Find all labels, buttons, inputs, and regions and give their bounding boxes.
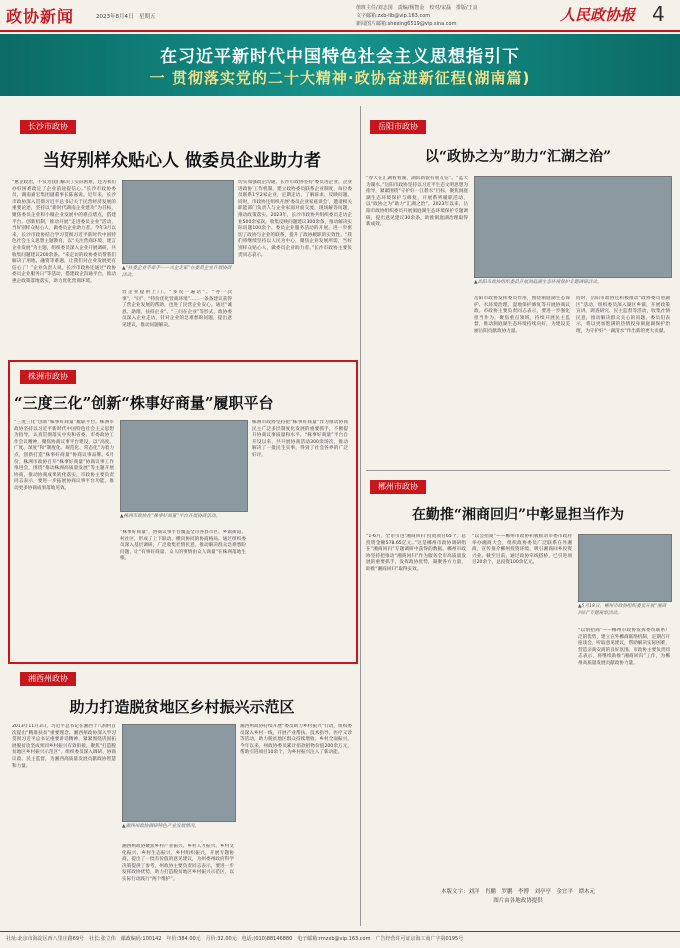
section-tag-yueyang: 岳阳市政协 — [370, 120, 426, 134]
article-body-yueyang-3: 同时，岳阳市政协还积极推动“政协委员进湖区”活动，组织委员深入湖区乡镇，开展政策宣讲、调查研究、民主监督等活动，收集社情民意，推动解决群众关心的问题。委员们表示，将以更加饱满的热情投身洞庭湖保护治理，为守护好“一湖清水”作出新的更大贡献。 — [576, 296, 670, 334]
column-divider — [360, 106, 361, 926]
editor-names: 值班主任/刘志国 责编/杨智金 校对/宋磊 排版/王良 — [356, 5, 478, 11]
article-body-yueyang-2: 岳阳市政协发挥委员作用，围绕洞庭湖生态保护、水环境治理、湿地保护修复等开展协商议政。市政协主要负责同志表示，要进一步强化担当作为，聚焦重点领域，持续开展民主监督，推动洞庭湖生态环境持续向好，为建设美丽岳阳贡献政协力量。 — [474, 296, 570, 334]
article-body-zhuzhou-2: “株事好商量”，协商议事平台覆盖全市各县市区、乡镇街道、村社区，形成了上下联动、横向协同的协商格局。通过组织委员深入基层调研，广泛收集社情民意，推动解决群众急难愁盼问题，让“有事好商量、众人的事情由众人商量”在株洲落地生根。 — [120, 530, 246, 562]
article-photo-zhuzhou — [120, 420, 248, 512]
credits-photos: 图片由各地政协提供 — [493, 898, 543, 904]
article-divider — [366, 470, 670, 471]
article-photo-xiangxi — [122, 724, 236, 822]
photo-email: 新闻图片邮箱:shexing6519@vip.sina.com — [356, 21, 457, 27]
photo-caption-chenzhou: ▲5月18日，郴州市政协组织委员开展“湘商回归”专题视察活动。 — [578, 604, 667, 616]
article-body-chenzhou-3: “以情招商”——郴州市政协发挥委员联系广泛的优势，建立在外郴商联络机制，定期召开座谈会，听取意见建议，帮助解决实际困难，营造亲商安商的良好氛围。市政协主要负责同志表示，将继续助推“湘商回归”工作，为郴州高质量发展贡献政协力量。 — [578, 628, 670, 666]
page-number: 4 — [652, 2, 665, 26]
article-body-zhuzhou-1: “三度三化”创新“株事好商量”履职平台。株洲市政协坚持以习近平新时代中国特色社会主义思想为指导，认真贯彻落实中央和省委、市委政协工作会议精神，聚焦协商议事平台建设，以“高度、广度、深度”和“制度化、规范化、常态化”为着力点，创新打造“株事好商量”协商议事品牌。6月份，株洲市政协召开“株事好商量”协商议事工作推进会，围绕“推动株洲高质量发展”等主题开展协商，推动协商成果转化落实。市政协主要负责同志表示，要进一步拓展协商议事平台功能，推动更多协商成果落地见效。 — [14, 420, 114, 491]
article-body-xiangxi-2: 湘西州政协聚焦乡村产业振兴、乡村人才振兴、乡村文化振兴、乡村生态振兴、乡村组织振兴，开展专题协商，提出了一批有价值的意见建议，为州委州政府科学决策提供了参考。州政协主要负责同志表示，要进一步发挥政协优势，助力打造脱贫地区乡村振兴示范区，以实际行动践行“两个维护”。 — [122, 844, 234, 882]
article-body-zhuzhou-3: 株洲市政协坚持把“株事好商量”作为推动协商民主广泛多层制度化发展的重要抓手，不断提升协商议事质量和水平。“株事好商量”平台自开设以来，共开展协商活动300余场次，推动解决了一批民生实事，得到了社会各界的广泛好评。 — [252, 420, 348, 458]
headline-xiangxi: 助力打造脱贫地区乡村振兴示范区 — [69, 698, 295, 716]
headline-zhuzhou: “三度三化”创新“株事好商量”履职平台 — [14, 394, 274, 412]
article-body-yueyang-1: “春天在汇湖看看湖，湖滨新貌有朋友信”。“蓝天为湖水。”岳阳市政协坚持以习近平生态文明思想为指导，紧紧围绕“守护好一江碧水”目标，聚焦洞庭湖生态环境保护与修复，开展系列履职活动，以“政协之为”助力“汇湖之治”。2023年以来，岳阳市政协组织委员开展洞庭湖生态环境保护专题调研，提出意见建议30余条，助推洞庭湖治理取得新成效。 — [366, 176, 468, 228]
article-body-changsha-2: 营企业提供上门、“多说一遍话”、“办一次事”，“问”、“特价优化营商环境”……一条条建议获得了营企业发展的帮助，也进了民营企业安心。通过“诚意、助理、扶持企业”、“三问在企业”等形式，政协委员深入企业走访，针对企业的急难愁盼问题，提出意见建议，推动问题解决。 — [122, 290, 232, 328]
footer — [0, 931, 680, 948]
photo-caption-xiangxi: ▲湘西州政协调研特色产业发展情况。 — [122, 824, 200, 829]
article-photo-chenzhou — [578, 534, 672, 602]
article-body-chenzhou-1: “1-6月，全市引进‘湘商回归’投资项目65个，总投资金额578.65亿元。”这是郴州市政协调研组在“湘商回归”专题调研中获得的数据。郴州市政协坚持把推动“湘商回归”作为服务全市高质量发展的重要抓手，发挥政协优势，凝聚各方力量，助推“湘商回归”取得实效。 — [366, 534, 466, 572]
credits-writers: 本版文字：刘洋 肖鹏 罗鹏 李博 刘亭亭 金宜平 谭木元 — [440, 889, 595, 895]
article-body-xiangxi-3: 湘西州政协持续开展“委员助力乡村振兴”行动，组织委员深入乡村一线，开展产业帮扶、技术指导、医疗义诊等活动，助力脱贫地区群众持续增收、乡村全面振兴。今年以来，州政协委员累计捐款捐物价值200余万元，帮助引进项目10余个，为乡村振兴注入了新动能。 — [240, 724, 352, 756]
section-title: 政协新闻 — [6, 7, 75, 26]
article-photo-changsha — [122, 180, 234, 264]
footer-info: 社址:北京市海淀区西八里庄路69号 社长:张立伟 邮政编码:100142 年价:384.00元 月价:32.00元 电话:(010)88146880 电子邮箱:rmzxb@vip.163.com 广告经营许可证京海工商广字第0195号 — [6, 936, 464, 942]
photo-caption-zhuzhou: ▲株洲市政协在“株事好商量”平台开展协商活动。 — [120, 514, 221, 519]
article-photo-yueyang — [474, 176, 672, 278]
section-tag-changsha: 长沙市政协 — [20, 120, 76, 134]
banner-subtitle: 一 贯彻落实党的二十大精神·政协奋进新征程(湖南篇) — [149, 69, 531, 87]
photo-caption-changsha: ▲“扶委企业手牵手——兴企走家”在委员企业开展协商活动。 — [122, 266, 232, 278]
editor-info — [356, 4, 536, 28]
article-body-changsha-3: 切实加强政企沟通。长沙市政协坚持‘委员进企业、企业进政协’工作机制，建立政协委员联系企业制度，每位委员联系1至2家企业，定期走访、了解诉求、反映问题。同时，市政协还组织开展‘委员企业家座谈会’，邀请相关职能部门负责人与企业家面对面交流，现场解答问题，推动政策落实。2023年，长沙市政协共组织委员走访企业500余家次，收集反映问题建议300余条，推动解决实际问题100余个。委员企业服务活动的开展，进一步密切了政协与企业的联系，提升了政协履职的实效性。“我们将继续坚持以人民为中心，聚焦企业发展所需，当好别样众贴心人，做委员企业助力者。”长沙市政协主要负责同志表示。 — [238, 180, 352, 258]
theme-banner — [0, 34, 680, 96]
article-body-chenzhou-2: “以会招商”——郴州市政协积极推动市委市政府举办湘商大会，组织政协委员广泛联系在外湘商，宣传推介郴州投资环境，吸引湘商回乡投资兴业。截至目前，通过政协牵线搭桥，已引进项目20余个，总投资100余亿元。 — [472, 534, 572, 566]
article-body-changsha-1: “惠企政治，不仅为我们解决了实际困难，还为我们办好困难政定了企业前途提信心。”长沙市政协委员、湖南嘉宏集团副董事长陈嘉说。近年来，长沙市政协深入贯彻习近平总书记关于民营经济发展的重要论述，坚持以“新时代湖南企业建功”为目标，聚焦委员企业和小微企业发展中的难点堵点，搭建平台、创新机制，推动开展“走进委员企业”活动，当好别样众贴心人、做委员企业助力者。今年3月以来，长沙市政协结合学习贯彻习近平新时代中国特色社会主义思想主题教育，以“关注营商环境、建言企业发展”为主题，组织委员深入企业开展调研，共收集问题建议200余条。“来走访的政协委员帮我们解决了用地、融资等难题，让我们对企业发展更有信心了！”企业负责人说。长沙市政协还通过“政协委员企业服务日”等活动，搭建政企沟通平台，推动惠企政策落地落实，助力优化营商环境。 — [12, 180, 116, 284]
headline-yueyang: 以“政协之为”助力“汇湖之治” — [424, 149, 612, 165]
photo-caption-yueyang: ▲岳阳市政协组织委员开展洞庭湖生态环境保护专题调研活动。 — [474, 280, 602, 285]
article-body-xiangxi-1: 2013年11月3日，习近平总书记在湘西十八洞村首次提出“精准扶贫”重要理念。湘西州政协深入学习贯彻习近平总书记重要讲话精神，紧紧围绕巩固拓展脱贫攻坚成果同乡村振兴有效衔接，聚焦“打造脱贫地区乡村振兴示范区”，组织委员深入调研、协商议政、民主监督，为湘西高质量发展贡献政协智慧和力量。 — [12, 724, 116, 769]
issue-date: 2023年8月4日 星期五 — [96, 14, 156, 20]
section-tag-xiangxi: 湘西州政协 — [20, 672, 76, 686]
headline-chenzhou: 在勤推“湘商回归”中彰显担当作为 — [411, 507, 625, 523]
section-tag-chenzhou: 郴州市政协 — [370, 480, 426, 494]
newspaper-logo: 人民政协报 — [560, 6, 636, 24]
section-tag-zhuzhou: 株洲市政协 — [20, 370, 76, 384]
banner-title: 在习近平新时代中国特色社会主义思想指引下 — [160, 47, 520, 67]
headline-changsha: 当好别样众贴心人 做委员企业助力者 — [43, 151, 321, 171]
text-email: 文字邮箱:zxb-llb@vip.163.com — [356, 13, 431, 19]
masthead — [0, 0, 680, 32]
page-credits — [366, 888, 670, 906]
